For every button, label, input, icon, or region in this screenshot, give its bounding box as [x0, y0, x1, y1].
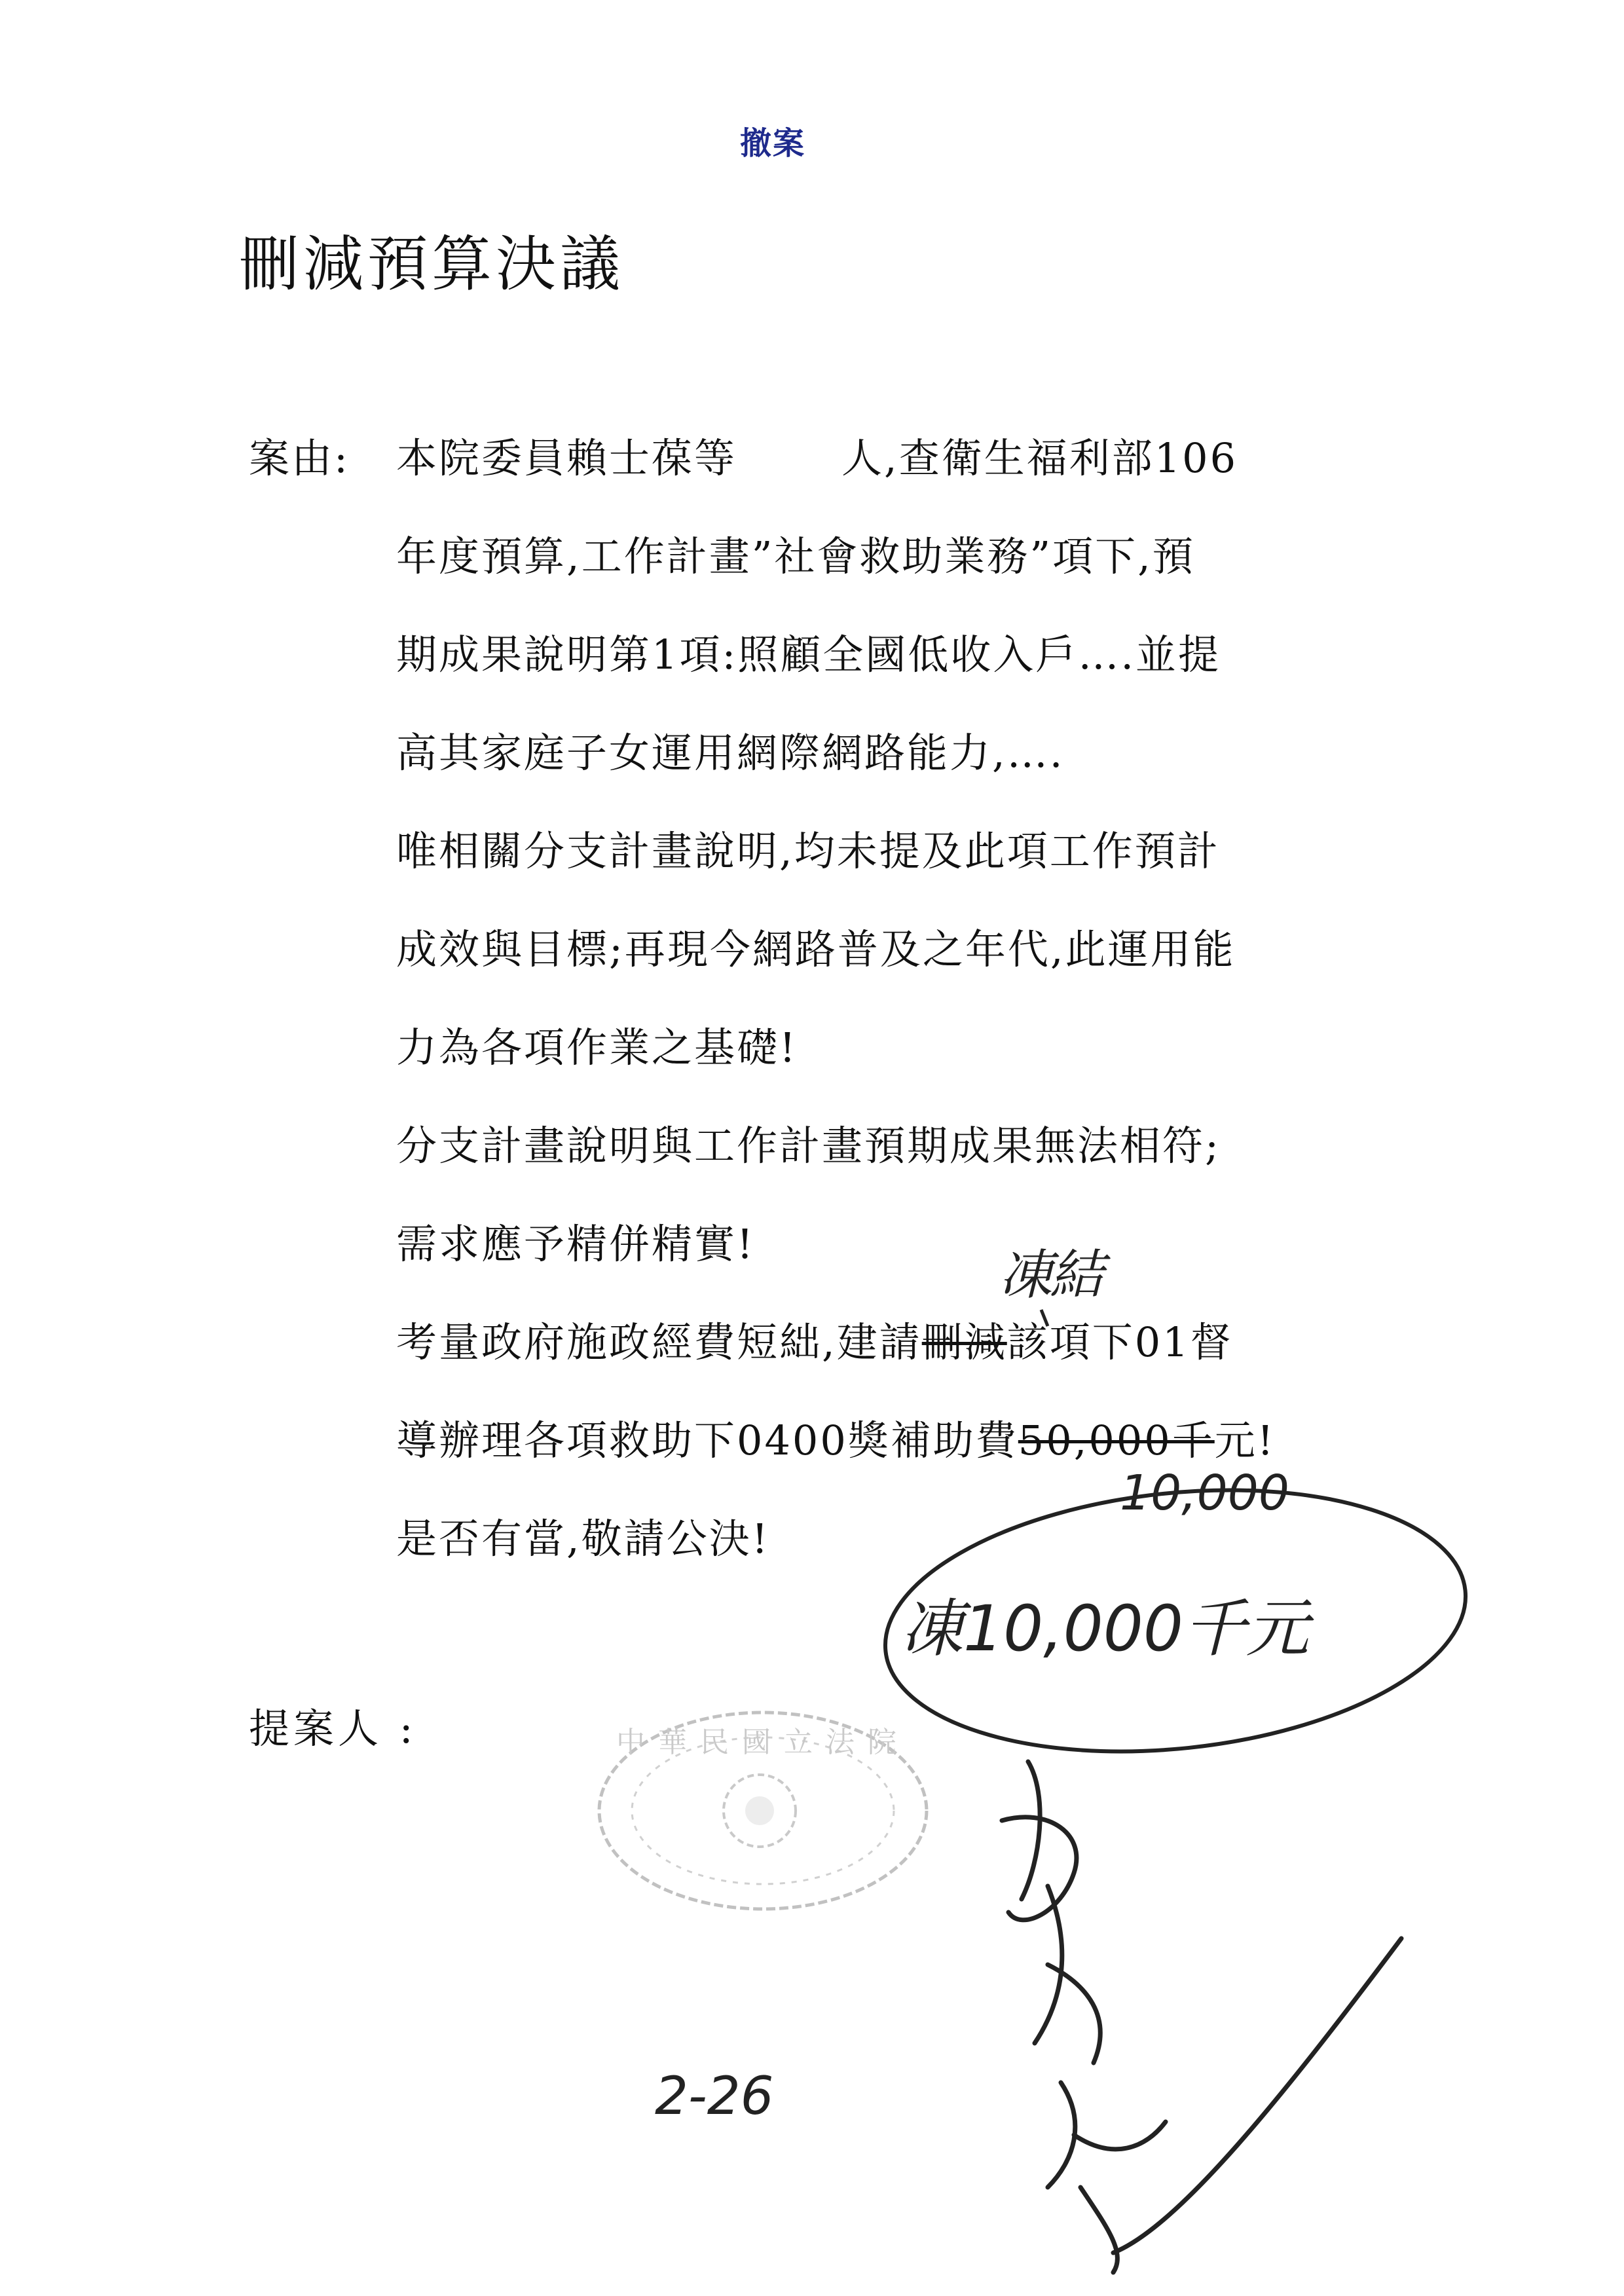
page-number: 2-26 — [655, 2065, 774, 2126]
withdrawn-stamp: 撤案 — [739, 125, 805, 162]
case-line-1-post: 人,查衛生福利部106 — [841, 434, 1238, 482]
case-line-12: 是否有當,敬請公決! — [396, 1515, 770, 1563]
case-line-10-a: 考量政府施政經費短絀,建請 — [396, 1318, 922, 1366]
case-line-1-pre: 本院委員賴士葆等 — [396, 434, 737, 482]
proposer-label: 提案人 : — [249, 1705, 417, 1752]
case-line-11-a: 導辦理各項救助下0400獎補助費 — [396, 1416, 1018, 1464]
insert-caret — [1041, 1310, 1048, 1326]
signature — [1002, 1762, 1401, 2272]
case-line-7: 力為各項作業之基礎! — [396, 1024, 798, 1071]
handwritten-freeze-note: 凍10,000千元 — [900, 1592, 1309, 1665]
case-line-11-b: 元! — [1214, 1416, 1276, 1464]
case-line-3: 期成果說明第1項:照顧全國低收入戶….並提 — [396, 631, 1221, 678]
handwritten-amount: 10,000 — [1120, 1465, 1289, 1521]
document-title: 刪減預算決議 — [239, 229, 625, 299]
handwritten-freeze-word: 凍結 — [999, 1244, 1101, 1306]
case-line-4: 高其家庭子女運用網際網路能力,…. — [396, 729, 1065, 777]
case-line-5: 唯相關分支計畫說明,均未提及此項工作預計 — [396, 827, 1220, 875]
case-line-2: 年度預算,工作計畫”社會救助業務”項下,預 — [396, 532, 1195, 580]
case-label: 案由: — [249, 434, 350, 482]
seal-text: 中華民國立法院 — [616, 1726, 910, 1759]
struck-amount: 50,000千 — [1018, 1416, 1215, 1464]
case-line-8: 分支計畫說明與工作計畫預期成果無法相符; — [396, 1122, 1221, 1170]
case-line-9: 需求應予精併精實! — [396, 1220, 755, 1268]
struck-reduce-word: 刪減 — [921, 1318, 1007, 1366]
case-line-10-b: 該項下01督 — [1006, 1318, 1233, 1366]
case-line-6: 成效與目標;再現今網路普及之年代,此運用能 — [396, 925, 1236, 973]
